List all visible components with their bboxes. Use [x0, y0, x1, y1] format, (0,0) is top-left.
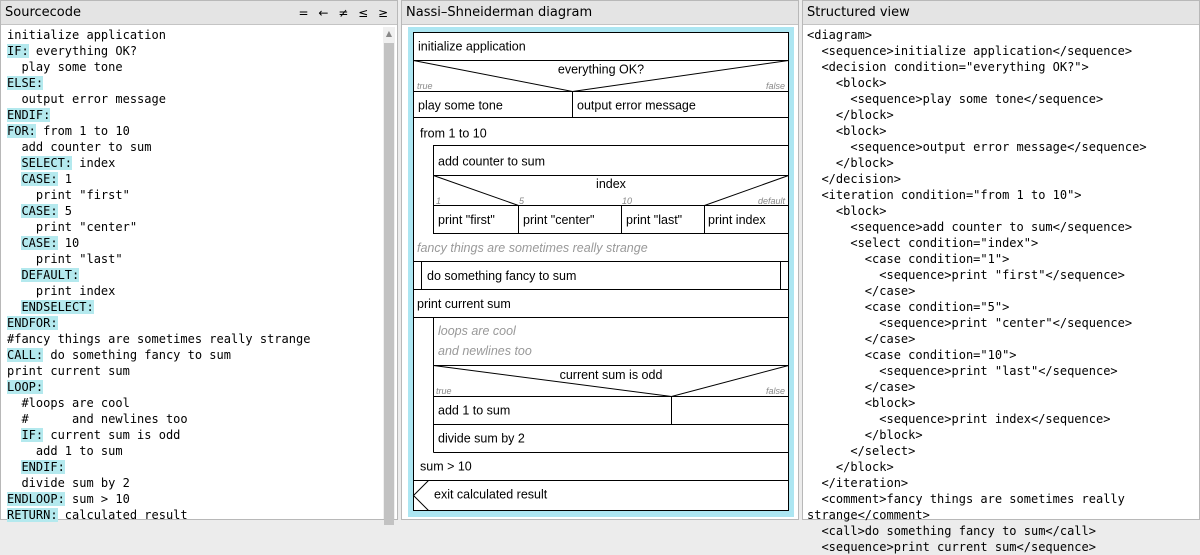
source-indent [7, 156, 21, 170]
source-line[interactable] [7, 219, 310, 235]
ns-case-label-default: default [757, 196, 785, 206]
structured-line: </block> [807, 108, 894, 122]
source-text: index [72, 156, 116, 170]
source-text: from 1 to 10 [35, 124, 130, 138]
sourcecode-header [1, 1, 397, 25]
ns-case-default[interactable]: print index [708, 213, 766, 227]
source-keyword: SELECT: [21, 156, 73, 170]
ns-loop-condition[interactable]: sum > 10 [420, 459, 472, 474]
structured-line: <sequence>initialize application</sequence> [807, 44, 1133, 58]
structured-line: <case condition="1"> [807, 252, 1010, 266]
ns-decision-condition[interactable]: everything OK? [557, 62, 645, 77]
structured-panel [802, 0, 1200, 554]
source-line[interactable] [7, 187, 310, 203]
source-line[interactable] [7, 123, 310, 139]
source-line[interactable] [7, 315, 310, 331]
structured-line: <block> [807, 204, 887, 218]
source-line[interactable] [7, 203, 310, 219]
source-text: 5 [57, 204, 73, 218]
source-text: play some tone [7, 60, 123, 74]
structured-line: <block> [807, 76, 887, 90]
source-indent [7, 300, 21, 314]
structured-line: <sequence>print index</sequence> [807, 412, 1111, 426]
source-line[interactable] [7, 443, 310, 459]
structured-line: <decision condition="everything OK?"> [807, 60, 1089, 74]
ns-case-3[interactable]: print "last" [626, 213, 683, 227]
structured-line: strange</comment> [807, 508, 930, 522]
scrollbar-thumb[interactable] [384, 43, 394, 525]
source-text: divide sum by 2 [7, 476, 130, 490]
source-line[interactable] [7, 43, 310, 59]
source-line[interactable] [7, 395, 310, 411]
source-keyword: CASE: [21, 236, 58, 250]
structured-line: </block> [807, 428, 923, 442]
source-indent [7, 460, 21, 474]
source-text: sum > 10 [64, 492, 130, 506]
ns-odd-condition[interactable]: current sum is odd [559, 368, 663, 382]
source-text: initialize application [7, 28, 166, 42]
ns-call[interactable]: do something fancy to sum [427, 269, 577, 283]
source-keyword: CALL: [7, 348, 44, 362]
source-keyword: ENDSELECT: [21, 300, 94, 314]
ns-loop-comment-2: and newlines too [438, 344, 532, 358]
sourcecode-panel [0, 0, 398, 520]
structured-line: <iteration condition="from 1 to 10"> [807, 188, 1082, 202]
structured-line: <block> [807, 396, 916, 410]
structured-line: <select condition="index"> [807, 236, 1039, 250]
ns-divide[interactable]: divide sum by 2 [438, 431, 525, 446]
source-keyword: FOR: [7, 124, 36, 138]
source-keyword: ELSE: [7, 76, 44, 90]
structured-line: <comment>fancy things are sometimes really [807, 492, 1125, 506]
sourcecode-title: Sourcecode [5, 5, 82, 20]
ns-odd-true: true [436, 386, 452, 396]
source-indent [7, 204, 21, 218]
structured-line: <case condition="5"> [807, 300, 1010, 314]
source-text: add 1 to sum [7, 444, 123, 458]
ns-case-1[interactable]: print "first" [438, 213, 495, 227]
source-text: # and newlines too [7, 412, 188, 426]
structured-line: <sequence>print current sum</sequence> [807, 540, 1096, 554]
source-text: #fancy things are sometimes really strange [7, 332, 311, 346]
structured-line: <sequence>output error message</sequence> [807, 140, 1147, 154]
source-keyword: IF: [21, 428, 44, 442]
ns-decision-true: true [417, 81, 433, 91]
ns-for-condition[interactable]: from 1 to 10 [420, 126, 487, 141]
source-editor[interactable] [7, 27, 310, 523]
structured-header [803, 1, 1199, 25]
source-text: print index [7, 284, 116, 298]
ns-add-counter[interactable]: add counter to sum [438, 154, 546, 169]
source-line[interactable] [7, 75, 310, 91]
ns-comment[interactable]: fancy things are sometimes really strange [417, 241, 648, 255]
structured-line: <sequence>print "last"</sequence> [807, 364, 1118, 378]
source-keyword: CASE: [21, 204, 58, 218]
source-indent [7, 428, 21, 442]
ns-exit[interactable]: exit calculated result [434, 487, 548, 502]
source-text: current sum is odd [43, 428, 181, 442]
source-text: everything OK? [28, 44, 138, 58]
operator-buttons[interactable]: = ← ≠ ≤ ≥ [298, 6, 391, 20]
source-indent [7, 236, 21, 250]
ns-case-label-2: 5 [519, 196, 525, 206]
source-line[interactable] [7, 155, 310, 171]
source-keyword: ENDIF: [21, 460, 65, 474]
source-line[interactable] [7, 347, 310, 363]
structured-line: </case> [807, 332, 916, 346]
structured-line: <sequence>play some tone</sequence> [807, 92, 1104, 106]
ns-loop-comment-1: loops are cool [438, 324, 516, 338]
ns-case-label-3: 10 [622, 196, 633, 206]
structured-line: <case condition="10"> [807, 348, 1017, 362]
structured-line: </decision> [807, 172, 901, 186]
structured-line: </block> [807, 156, 894, 170]
ns-init[interactable]: initialize application [418, 39, 526, 54]
structured-line: </iteration> [807, 476, 909, 490]
structured-line: </case> [807, 380, 916, 394]
ns-decision-false: false [765, 81, 785, 91]
source-keyword: LOOP: [7, 380, 44, 394]
structured-line: </select> [807, 444, 916, 458]
source-line[interactable] [7, 91, 310, 107]
source-text: do something fancy to sum [43, 348, 231, 362]
structured-line: <sequence>print "center"</sequence> [807, 316, 1133, 330]
source-line[interactable] [7, 59, 310, 75]
source-text: 10 [57, 236, 80, 250]
source-keyword: CASE: [21, 172, 58, 186]
source-line[interactable] [7, 459, 310, 475]
source-line[interactable] [7, 411, 310, 427]
source-line[interactable] [7, 299, 310, 315]
source-keyword: IF: [7, 44, 29, 58]
source-line[interactable] [7, 251, 310, 267]
source-line[interactable] [7, 491, 310, 507]
source-text: output error message [7, 92, 166, 106]
source-line[interactable] [7, 139, 310, 155]
scroll-up-icon[interactable]: ▲ [385, 29, 393, 38]
source-indent [7, 172, 21, 186]
structured-line: </case> [807, 284, 916, 298]
source-line[interactable] [7, 267, 310, 283]
source-text: 1 [57, 172, 73, 186]
structured-title: Structured view [807, 5, 910, 20]
source-scrollbar[interactable] [383, 27, 395, 519]
source-keyword: ENDIF: [7, 108, 51, 122]
diagram-canvas[interactable] [408, 27, 794, 517]
source-text: print "first" [7, 188, 130, 202]
source-indent [7, 268, 21, 282]
source-text: print current sum [7, 364, 130, 378]
structured-line: <sequence>add counter to sum</sequence> [807, 220, 1133, 234]
source-line[interactable] [7, 331, 310, 347]
source-line[interactable] [7, 379, 310, 395]
ns-select-condition[interactable]: index [596, 177, 626, 191]
source-keyword: ENDFOR: [7, 316, 58, 330]
ns-case-label-1: 1 [436, 196, 442, 206]
structured-line: <sequence>print "first"</sequence> [807, 268, 1125, 282]
diagram-title: Nassi–Shneiderman diagram [406, 5, 593, 20]
source-line[interactable] [7, 283, 310, 299]
structured-line: <call>do something fancy to sum</call> [807, 524, 1096, 538]
ns-odd-false: false [765, 386, 785, 396]
source-line[interactable] [7, 107, 310, 123]
source-line[interactable] [7, 507, 310, 523]
ns-print-sum[interactable]: print current sum [417, 297, 511, 311]
structured-line: </block> [807, 460, 894, 474]
source-text: add counter to sum [7, 140, 152, 154]
source-text: #loops are cool [7, 396, 130, 410]
source-line[interactable] [7, 363, 310, 379]
ns-add-one[interactable]: add 1 to sum [438, 403, 511, 418]
source-text: print "center" [7, 220, 138, 234]
source-line[interactable] [7, 235, 310, 251]
source-line[interactable] [7, 475, 310, 491]
diagram-header [402, 1, 798, 25]
structured-line: <diagram> [807, 28, 873, 42]
source-line[interactable] [7, 427, 310, 443]
source-keyword: RETURN: [7, 508, 58, 522]
structured-line: <block> [807, 124, 887, 138]
ns-no-branch[interactable]: output error message [577, 98, 696, 113]
source-keyword: ENDLOOP: [7, 492, 65, 506]
ns-case-2[interactable]: print "center" [523, 213, 595, 227]
source-keyword: DEFAULT: [21, 268, 80, 282]
source-text: print "last" [7, 252, 123, 266]
source-line[interactable] [7, 27, 310, 43]
source-text: calculated result [57, 508, 188, 522]
ns-yes-branch[interactable]: play some tone [418, 98, 503, 113]
source-line[interactable] [7, 171, 310, 187]
diagram-panel [401, 0, 799, 520]
structured-view[interactable] [807, 27, 1147, 555]
